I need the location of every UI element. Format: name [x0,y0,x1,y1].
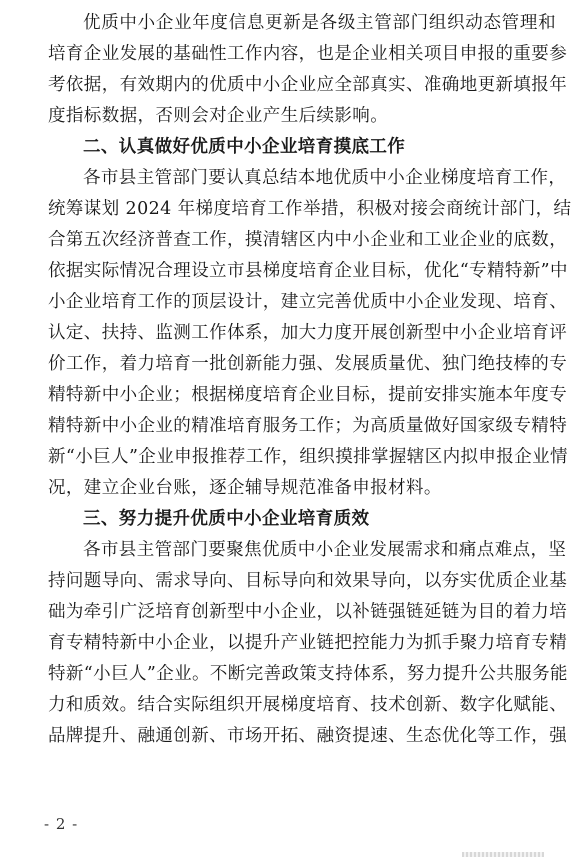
text-line: 合第五次经济普查工作，摸清辖区内中小企业和工业企业的底数， [48,230,568,250]
text-line: 础为牵引广泛培育创新型中小企业，以补链强链延链为目的着力培 [48,602,568,622]
section-heading [48,132,556,163]
text-line: 特新“小巨人”企业。不断完善政策支持体系，努力提升公共服务能 [48,664,568,684]
text-line: 精特新中小企业；根据梯度培育企业目标，提前安排实施本年度专 [48,385,568,405]
heading-text: 二、认真做好优质中小企业培育摸底工作 [83,137,406,157]
text-line: 品牌提升、融通创新、市场开拓、融资提速、生态优化等工作，强 [48,726,568,746]
page-number: - 2 - [44,815,79,833]
text-line: 度指标数据，否则会对企业产生后续影响。 [48,106,389,126]
text-line: 育专精特新中小企业，以提升产业链把控能力为抓手聚力培育专精 [48,633,568,653]
text-line: 各市县主管部门要认真总结本地优质中小企业梯度培育工作， [83,168,567,188]
text-line: 依据实际情况合理设立市县梯度培育企业目标，优化“专精特新”中 [48,261,568,281]
text-line: 各市县主管部门要聚焦优质中小企业发展需求和痛点难点，坚 [83,540,567,560]
paragraph [48,8,568,132]
text-line: 精特新中小企业的精准培育服务工作；为高质量做好国家级专精特 [48,416,568,436]
text-line: 新“小巨人”企业申报推荐工作，组织摸排掌握辖区内拟申报企业情 [48,447,568,467]
section-heading [48,504,556,535]
text-line: 力和质效。结合实际组织开展梯度培育、技术创新、数字化赋能、 [48,695,568,715]
text-line: 统筹谋划 2024 年梯度培育工作举措，积极对接会商统计部门，结 [48,199,572,219]
paragraph [48,163,572,504]
text-line: 小企业培育工作的顶层设计，建立完善优质中小企业发现、培育、 [48,292,568,312]
text-line: 价工作，着力培育一批创新能力强、发展质量优、独门绝技棒的专 [48,354,568,374]
scan-artifact [462,852,544,857]
text-line: 培育企业发展的基础性工作内容，也是企业相关项目申报的重要参 [48,44,568,64]
heading-text: 三、努力提升优质中小企业培育质效 [83,509,370,529]
paragraph [48,535,568,752]
text-line: 考依据，有效期内的优质中小企业应全部真实、准确地更新填报年 [48,75,568,95]
text-line: 况，建立企业台账，逐企辅导规范准备申报材料。 [48,478,442,498]
text-line: 持问题导向、需求导向、目标导向和效果导向，以夯实优质企业基 [48,571,568,591]
text-line: 认定、扶持、监测工作体系，加大力度开展创新型中小企业培育评 [48,323,568,343]
text-line: 优质中小企业年度信息更新是各级主管部门组织动态管理和 [83,13,556,33]
